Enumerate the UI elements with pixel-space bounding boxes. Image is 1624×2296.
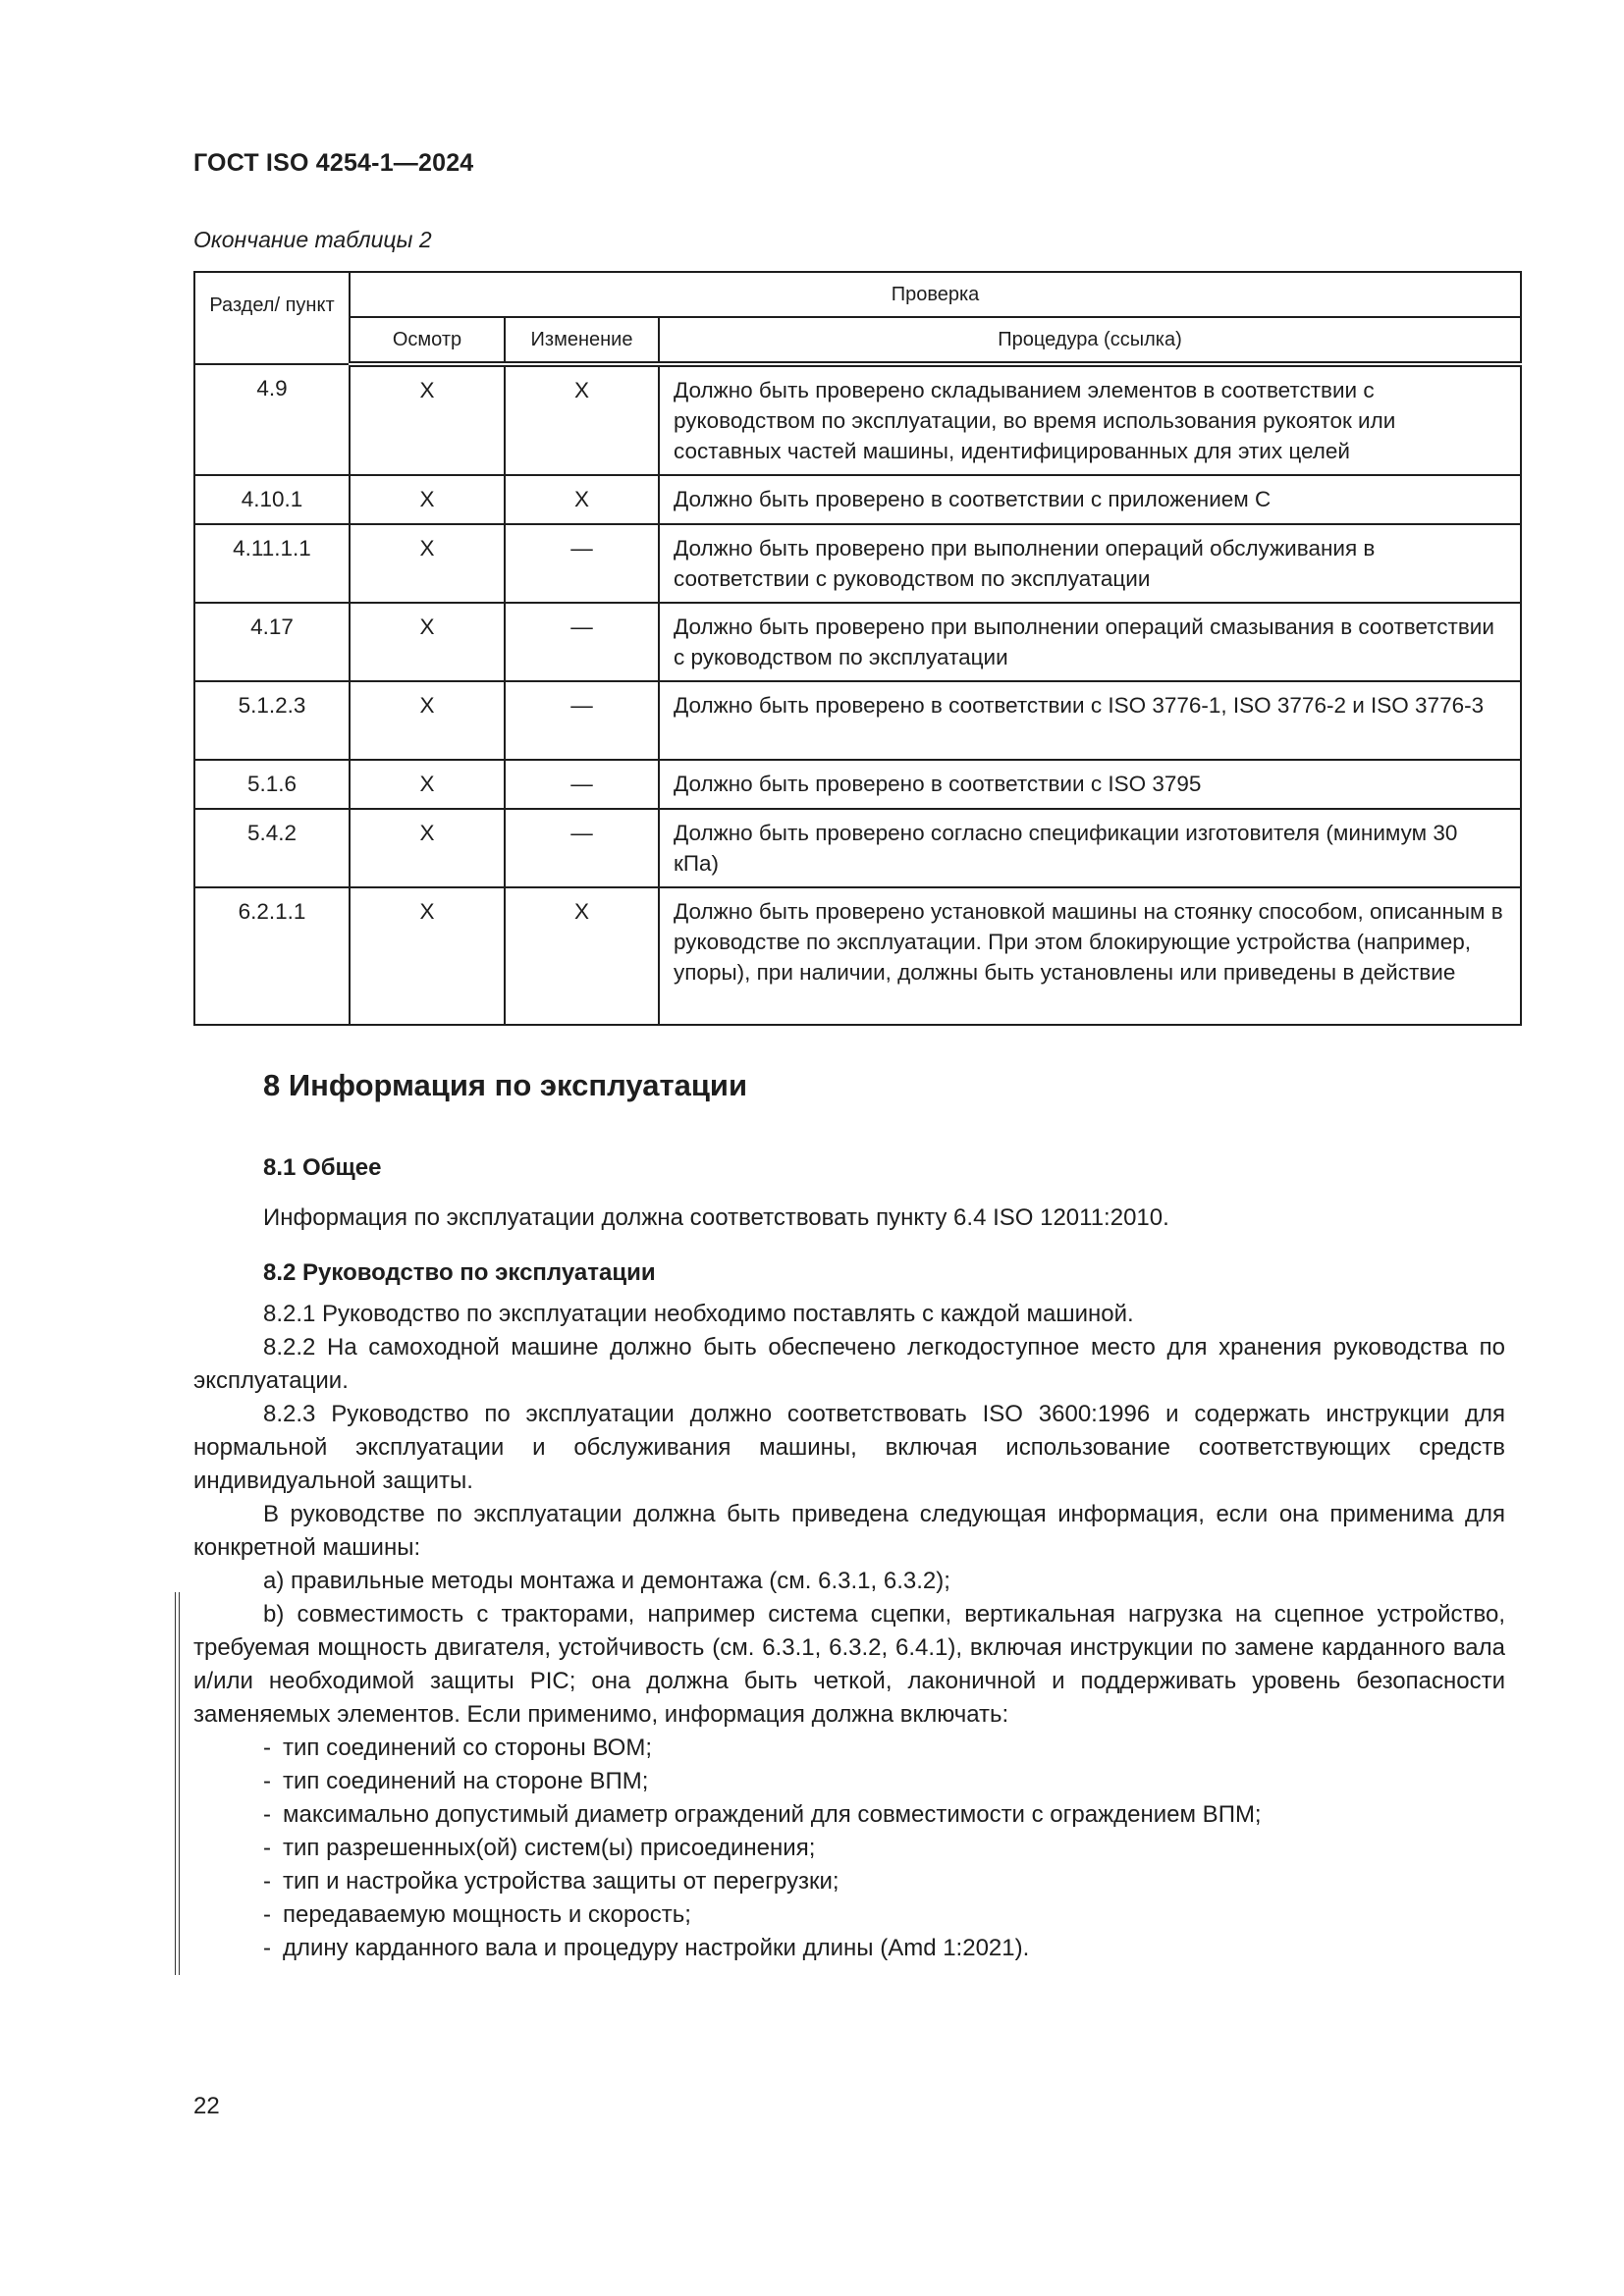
table-caption: Окончание таблицы 2	[193, 227, 432, 252]
column-header-measurement: Изменение	[505, 317, 659, 364]
cell-section: 6.2.1.1	[194, 887, 350, 1025]
cell-section: 4.9	[194, 364, 350, 475]
cell-section: 4.17	[194, 603, 350, 681]
verification-table	[193, 271, 1522, 1026]
list-item: - тип соединений на стороне ВПМ;	[193, 1765, 1505, 1798]
dash-bullet: -	[263, 1768, 271, 1794]
sub-item-list	[193, 1732, 1505, 1965]
cell-section: 4.10.1	[194, 475, 350, 524]
cell-procedure: Должно быть проверено при выполнении операций смазывания в соответствии с руководством по эксплуатации	[659, 603, 1521, 681]
list-item: - длину карданного вала и процедуру настройки длины (Amd 1:2021).	[193, 1932, 1505, 1965]
subsection-heading-general: 8.1 Общее	[263, 1154, 382, 1181]
subsection-heading-manual: 8.2 Руководство по эксплуатации	[263, 1259, 656, 1286]
amendment-change-bar	[175, 1592, 180, 1975]
table-row	[194, 475, 1521, 524]
cell-measurement: X	[505, 364, 659, 475]
cell-section: 5.1.6	[194, 760, 350, 809]
dash-bullet: -	[263, 1868, 271, 1895]
list-item: - передаваемую мощность и скорость;	[193, 1898, 1505, 1932]
cell-measurement: —	[505, 524, 659, 603]
column-header-procedure: Процедура (ссылка)	[659, 317, 1521, 364]
list-item: - тип соединений со стороны ВОМ;	[193, 1732, 1505, 1765]
column-group-header-verification: Проверка	[350, 272, 1521, 317]
table-row	[194, 364, 1521, 475]
page-number: 22	[193, 2093, 220, 2119]
list-item-a: a) правильные методы монтажа и демонтажа (см. 6.3.1, 6.3.2);	[263, 1568, 950, 1594]
cell-measurement: X	[505, 475, 659, 524]
paragraph-8-2-3: 8.2.3 Руководство по эксплуатации должно соответствовать ISO 3600:1996 и содержать инструкции для нормальной эксплуатации и обслуживания машины, включая использование соответствующих средств индивидуальной защиты.	[193, 1401, 1505, 1494]
table-row	[194, 887, 1521, 1025]
dash-bullet: -	[263, 1735, 271, 1761]
cell-measurement: —	[505, 760, 659, 809]
cell-procedure: Должно быть проверено в соответствии с приложением С	[659, 475, 1521, 524]
table-row	[194, 760, 1521, 809]
table-row	[194, 681, 1521, 760]
cell-inspection: X	[350, 681, 505, 760]
cell-measurement: —	[505, 681, 659, 760]
cell-inspection: X	[350, 760, 505, 809]
cell-procedure: Должно быть проверено установкой машины на стоянку способом, описанным в руководстве по эксплуатации. При этом блокирующие устройства (например, упоры), при наличии, должны быть установлены или приведены в действие	[659, 887, 1521, 1025]
dash-bullet: -	[263, 1801, 271, 1828]
table-row	[194, 524, 1521, 603]
cell-inspection: X	[350, 603, 505, 681]
cell-procedure: Должно быть проверено складыванием элементов в соответствии с руководством по эксплуатации, во время использования рукояток или составных частей машины, идентифицированных для этих целей	[659, 364, 1521, 475]
cell-procedure: Должно быть проверено в соответствии с ISO 3795	[659, 760, 1521, 809]
paragraph-general: Информация по эксплуатации должна соответствовать пункту 6.4 ISO 12011:2010.	[263, 1204, 1169, 1231]
cell-inspection: X	[350, 887, 505, 1025]
paragraph-8-2-1: 8.2.1 Руководство по эксплуатации необходимо поставлять с каждой машиной.	[263, 1301, 1134, 1327]
list-item: - тип и настройка устройства защиты от перегрузки;	[193, 1865, 1505, 1898]
paragraph-8-2-2: 8.2.2 На самоходной машине должно быть обеспечено легкодоступное место для хранения руководства по эксплуатации.	[193, 1334, 1505, 1394]
cell-section: 5.4.2	[194, 809, 350, 887]
list-item-b: b) совместимость с тракторами, например система сцепки, вертикальная нагрузка на сцепное устройство, требуемая мощность двигателя, устойчивость (см. 6.3.1, 6.3.2, 6.4.1), включая инструкции по замене карданного вала и/или необходимой защиты PIC; она должна быть четкой, лаконичной и поддерживать уровень безопасности заменяемых элементов. Если применимо, информация должна включать:	[193, 1601, 1505, 1728]
paragraph-intro: В руководстве по эксплуатации должна быть приведена следующая информация, если она применима для конкретной машины:	[193, 1501, 1505, 1561]
cell-section: 4.11.1.1	[194, 524, 350, 603]
dash-bullet: -	[263, 1901, 271, 1928]
column-header-inspection: Осмотр	[350, 317, 505, 364]
manual-body-text	[193, 1298, 1505, 1965]
cell-inspection: X	[350, 524, 505, 603]
cell-section: 5.1.2.3	[194, 681, 350, 760]
cell-measurement: —	[505, 809, 659, 887]
cell-inspection: X	[350, 364, 505, 475]
list-item: - тип разрешенных(ой) систем(ы) присоединения;	[193, 1832, 1505, 1865]
table-row	[194, 603, 1521, 681]
dash-bullet: -	[263, 1935, 271, 1961]
dash-bullet: -	[263, 1835, 271, 1861]
document-code-header: ГОСТ ISO 4254-1—2024	[193, 149, 474, 177]
cell-inspection: X	[350, 809, 505, 887]
cell-measurement: X	[505, 887, 659, 1025]
cell-procedure: Должно быть проверено согласно спецификации изготовителя (минимум 30 кПа)	[659, 809, 1521, 887]
column-header-section: Раздел/ пункт	[194, 272, 350, 364]
cell-procedure: Должно быть проверено при выполнении операций обслуживания в соответствии с руководством по эксплуатации	[659, 524, 1521, 603]
cell-inspection: X	[350, 475, 505, 524]
table-row	[194, 809, 1521, 887]
list-item: - максимально допустимый диаметр ограждений для совместимости с ограждением ВПМ;	[193, 1798, 1505, 1832]
section-heading: 8 Информация по эксплуатации	[263, 1068, 748, 1102]
cell-measurement: —	[505, 603, 659, 681]
cell-procedure: Должно быть проверено в соответствии с ISO 3776-1, ISO 3776-2 и ISO 3776-3	[659, 681, 1521, 760]
